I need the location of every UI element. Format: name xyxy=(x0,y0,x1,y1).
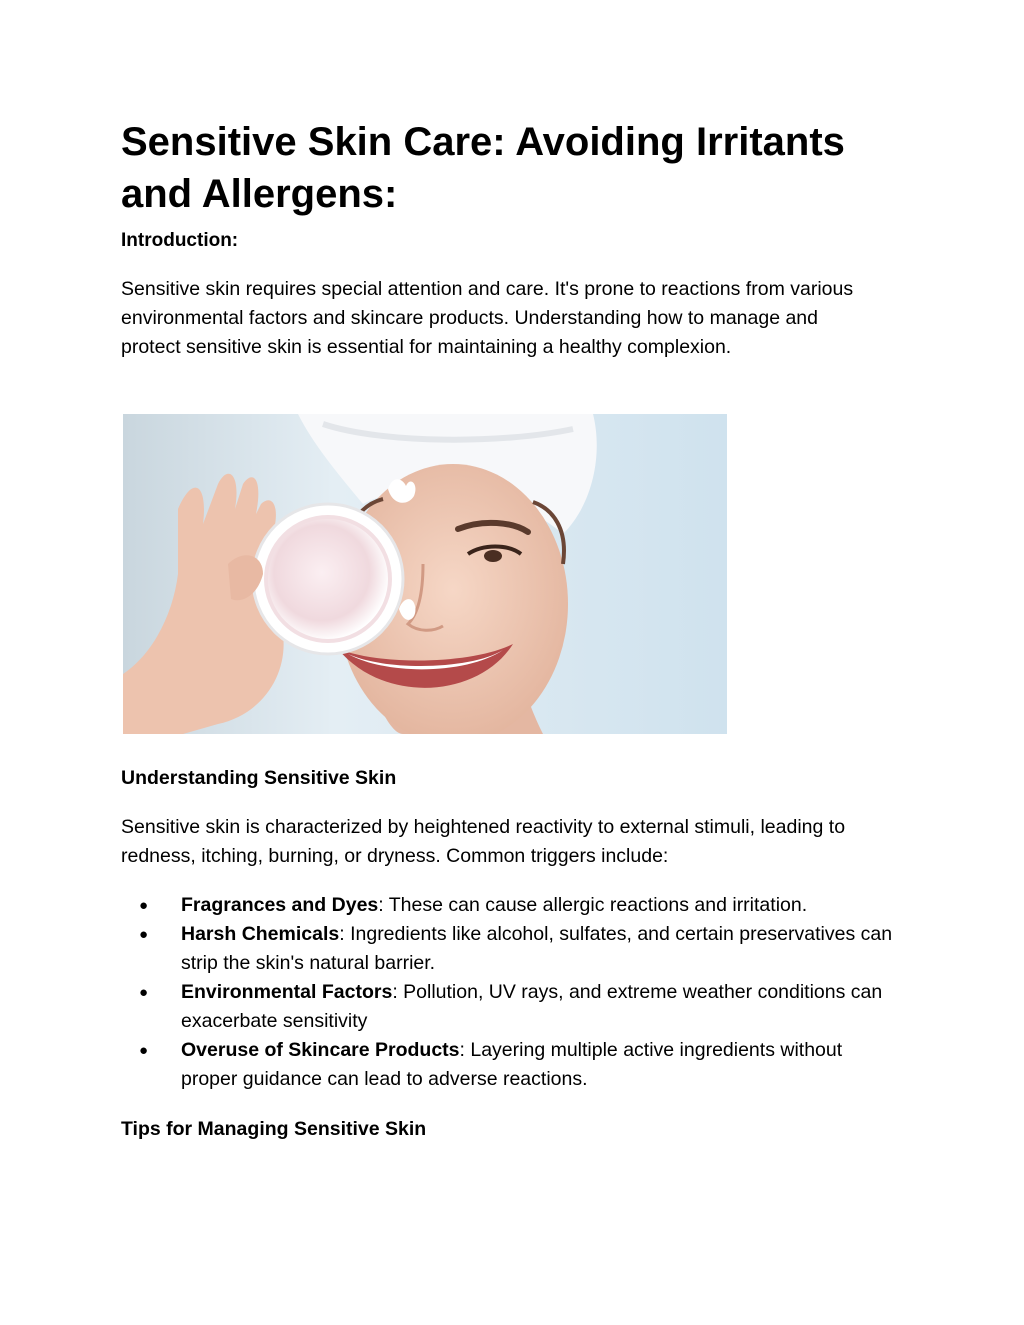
bullet-icon: ● xyxy=(139,926,149,943)
tips-heading: Tips for Managing Sensitive Skin xyxy=(121,1118,427,1140)
list-item xyxy=(121,1036,901,1094)
trigger-term: Environmental Factors xyxy=(181,981,393,1003)
intro-heading: Introduction: xyxy=(121,230,239,251)
trigger-description: : These can cause allergic reactions and irritation. xyxy=(378,894,808,916)
list-item xyxy=(121,920,901,978)
hero-photo xyxy=(123,414,727,734)
trigger-term: Harsh Chemicals xyxy=(181,923,340,945)
list-item xyxy=(121,978,901,1036)
triggers-list xyxy=(121,891,901,1094)
list-item xyxy=(121,891,901,920)
trigger-term: Fragrances and Dyes xyxy=(181,894,379,916)
bullet-icon: ● xyxy=(139,1042,149,1059)
trigger-description: : Layering multiple active ingredients without proper guidance can lead to adverse reactions. xyxy=(181,1039,843,1090)
understanding-paragraph: Sensitive skin is characterized by heightened reactivity to external stimuli, leading to redness, itching, burning, or dryness. Common triggers include: xyxy=(121,816,846,867)
bullet-icon: ● xyxy=(139,897,149,914)
intro-paragraph: Sensitive skin requires special attention and care. It's prone to reactions from various environmental factors and skincare products. Understanding how to manage and protect sensitive skin is essential for maintaining a healthy complexion. xyxy=(121,278,854,358)
woman-with-cream-jar-illustration xyxy=(123,414,727,734)
bullet-icon: ● xyxy=(139,984,149,1001)
trigger-description: : Pollution, UV rays, and extreme weather conditions can exacerbate sensitivity xyxy=(181,981,883,1032)
understanding-heading: Understanding Sensitive Skin xyxy=(121,767,397,789)
page-title: Sensitive Skin Care: Avoiding Irritants and Allergens: xyxy=(121,120,845,216)
trigger-term: Overuse of Skincare Products xyxy=(181,1039,460,1061)
trigger-description: : Ingredients like alcohol, sulfates, and certain preservatives can strip the skin's natural barrier. xyxy=(181,923,893,974)
